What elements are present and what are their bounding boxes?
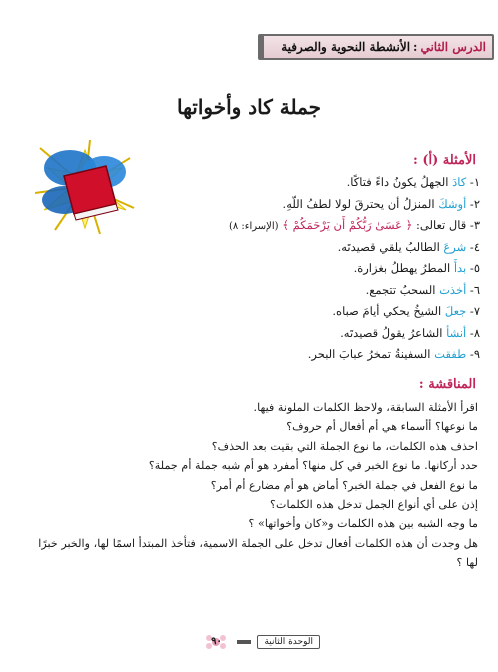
list-item: احذف هذه الكلمات، ما نوع الجملة التي بقيت بعد الحذف؟ bbox=[211, 439, 478, 453]
item-text: الطالبُ يلقي قصيدتَه. bbox=[337, 239, 444, 254]
highlighted-word: أنشأ bbox=[446, 325, 467, 340]
item-number: ٥- bbox=[469, 261, 480, 275]
item-text: الشاعرُ يقولُ قصيدتَه. bbox=[340, 325, 447, 340]
page-number-text: ٩٠ bbox=[211, 636, 222, 647]
highlighted-word: طفقت bbox=[434, 347, 467, 361]
item-text: الجهلُ يكونُ داءً فتاكًا. bbox=[346, 175, 453, 189]
item-text: الشيخُ يحكي أيامَ صباه. bbox=[332, 304, 445, 318]
item-text: السفينةُ تمخرُ عبابَ البحر. bbox=[307, 347, 435, 361]
item-number: ١- bbox=[469, 175, 480, 189]
list-item: ما نوع الفعل في جملة الخبر؟ أماض هو أم مضارع أم أمر؟ bbox=[210, 478, 478, 492]
footer-divider bbox=[237, 640, 251, 644]
page-footer bbox=[180, 632, 320, 652]
page-title: جملة كاد وأخواتها bbox=[176, 95, 322, 119]
item-number: ٤- bbox=[469, 239, 480, 254]
list-item bbox=[120, 258, 480, 280]
highlighted-word: جعلَ bbox=[444, 304, 467, 318]
quran-verse: ﴿ عَسَىٰ رَبُّكُمْ أَن يَرْحَمَكُمْ ﴾ bbox=[282, 218, 413, 232]
unit-label: الوحدة الثانية bbox=[257, 635, 320, 649]
examples-list bbox=[120, 172, 480, 366]
highlighted-word: كادَ bbox=[452, 175, 467, 189]
page-number bbox=[201, 632, 231, 652]
list-item: ما وجه الشبه بين هذه الكلمات و«كان وأخواتها» ؟ bbox=[248, 517, 478, 531]
item-number: ٨- bbox=[469, 325, 480, 340]
item-text: المطرُ يهطلُ بغزارة. bbox=[353, 261, 454, 275]
highlighted-word: أوشكَ bbox=[438, 196, 467, 211]
list-item bbox=[120, 323, 480, 345]
item-text: السحبُ تتجمع. bbox=[365, 282, 440, 297]
list-item: حدد أركانها. ما نوع الخبر في كل منها؟ أمفرد هو أم شبه جملة أم جملة؟ bbox=[148, 459, 478, 473]
discussion-heading: المناقشة : bbox=[418, 377, 476, 392]
item-text: المنزلُ أن يحترقَ لولا لطفُ اللّهِ. bbox=[282, 196, 439, 211]
discussion-list bbox=[28, 398, 478, 573]
item-number: ٩- bbox=[469, 347, 480, 361]
list-item bbox=[120, 344, 480, 366]
list-item bbox=[120, 215, 480, 237]
lesson-topic: الأنشطة النحوية والصرفية bbox=[281, 40, 411, 54]
verse-reference: (الإسراء: ٨) bbox=[228, 221, 279, 232]
item-number: ٣- bbox=[469, 218, 480, 232]
list-item bbox=[120, 194, 480, 216]
list-item bbox=[120, 172, 480, 194]
list-item: اقرأ الأمثلة السابقة، ولاحظ الكلمات الملونة فيها. bbox=[253, 401, 478, 414]
item-number: ٧- bbox=[469, 304, 480, 318]
item-number: ٦- bbox=[469, 282, 480, 297]
lesson-label: الدرس الثاني bbox=[420, 40, 486, 54]
list-item: إذن على أي أنواع الجمل تدخل هذه الكلمات؟ bbox=[270, 498, 478, 512]
examples-heading: الأمثلة (أ) : bbox=[413, 153, 476, 168]
list-item bbox=[120, 280, 480, 302]
list-item bbox=[120, 301, 480, 323]
highlighted-word: شرعَ bbox=[443, 239, 467, 254]
list-item: هل وجدت أن هذه الكلمات أفعال تدخل على الجملة الاسمية، فتأخذ المبتدأ اسمًا لها، والخبر خبرًا لها ؟ bbox=[38, 536, 478, 570]
banner-separator: : bbox=[413, 40, 418, 54]
list-item bbox=[120, 237, 480, 259]
list-item: ما نوعها؟ أأسماء هي أم أفعال أم حروف؟ bbox=[286, 420, 478, 434]
highlighted-word: بدأَ bbox=[453, 261, 467, 275]
item-number: ٢- bbox=[469, 196, 480, 211]
lesson-banner bbox=[258, 34, 494, 60]
item-text: قال تعالى: bbox=[412, 218, 470, 232]
highlighted-word: أخذت bbox=[439, 282, 467, 297]
